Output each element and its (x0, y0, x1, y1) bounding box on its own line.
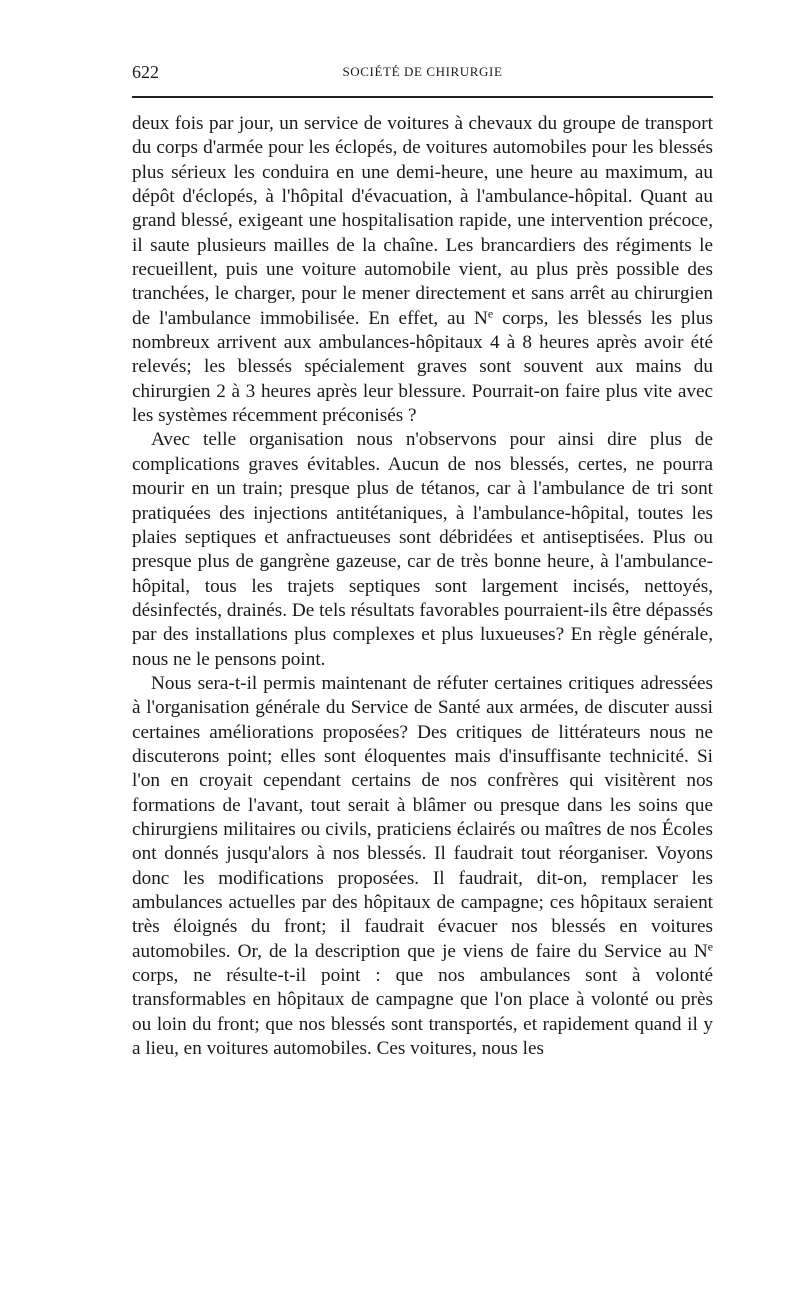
paragraph-3 (132, 672, 713, 1062)
superscript-e: e (487, 306, 494, 321)
body-text (132, 112, 713, 1061)
superscript-e: e (707, 939, 713, 954)
paragraph-2: Avec telle organisation nous n'observons pour ainsi dire plus de complications graves évitables. Aucun de nos blessés, certes, ne pourra mourir en un train; presque plus de tétanos, car à l'ambulance de tri sont pratiquées des injections antitétaniques, à l'ambulance-hôpital, toutes les plaies septiques et anfractueuses sont débridées et antiseptisées. Plus ou presque plus de gangrène gazeuse, car de très bonne heure, à l'ambulance-hôpital, tous les trajets septiques sont largement incisés, nettoyés, désinfectés, drainés. De tels résultats favorables pourraient-ils être dépassés par des installations plus complexes et plus luxueuses? En règle générale, nous ne le pensons point. (132, 429, 713, 670)
paragraph-1-part-1: deux fois par jour, un service de voitures à chevaux du groupe de transport du corps d'armée pour les éclopés, de voitures automobiles pour les blessés plus sérieux les conduira en une demi-heure, une heure au maximum, au dépôt d'éclopés, à l'hôpital d'évacuation, à l'ambulance-hôpital. Quant au grand blessé, exigeant une hospitalisation rapide, une intervention précoce, il saute plusieurs mailles de la chaîne. Les brancardiers des régiments le recueillent, puis une voiture automobile vient, au plus près possible des tranchées, le charger, pour le mener directement et sans arrêt au chirurgien de l'ambulance immobilisée. En effet, au N (132, 113, 713, 329)
page-number: 622 (132, 62, 159, 82)
running-title: SOCIÉTÉ DE CHIRURGIE (342, 64, 503, 79)
page-header (132, 60, 713, 86)
header-rule (132, 96, 713, 98)
paragraph-3-part-2: corps, ne résulte-t-il point : que nos ambulances sont à volonté transformables en hôpitaux de campagne que l'on place à volonté ou près ou loin du front; que nos blessés sont transportés, et rapidement quand il y a lieu, en voitures automobiles. Ces voitures, nous les (132, 965, 713, 1060)
paragraph-1 (132, 112, 713, 428)
paragraph-1-part-2: corps, les blessés les plus nombreux arrivent aux ambulances-hôpitaux 4 à 8 heures après avoir été relevés; les blessés spécialement graves sont souvent aux mains du chirurgien 2 à 3 heures après leur blessure. Pourrait-on faire plus vite avec les systèmes récemment préconisés ? (132, 307, 713, 427)
paragraph-3-part-1: Nous sera-t-il permis maintenant de réfuter certaines critiques adressées à l'organisation générale du Service de Santé aux armées, de discuter aussi certaines améliorations proposées? Des critiques de littérateurs nous ne discuterons point; elles sont éloquentes mais d'insuffisante technicité. Si l'on en croyait cependant certains de nos confrères qui visitèrent nos formations de l'avant, tout serait à blâmer ou presque dans les soins que chirurgiens militaires ou civils, praticiens éclairés ou maîtres de nos Écoles ont donnés jusqu'alors à nos blessés. Il faudrait tout réorganiser. Voyons donc les modifications proposées. Il faudrait, dit-on, remplacer les ambulances actuelles par des hôpitaux de campagne; ces hôpitaux seraient très éloignés du front; il faudrait évacuer nos blessés en voitures automobiles. Or, de la description que je viens de faire du Service au N (132, 672, 713, 962)
document-page (132, 0, 713, 1290)
